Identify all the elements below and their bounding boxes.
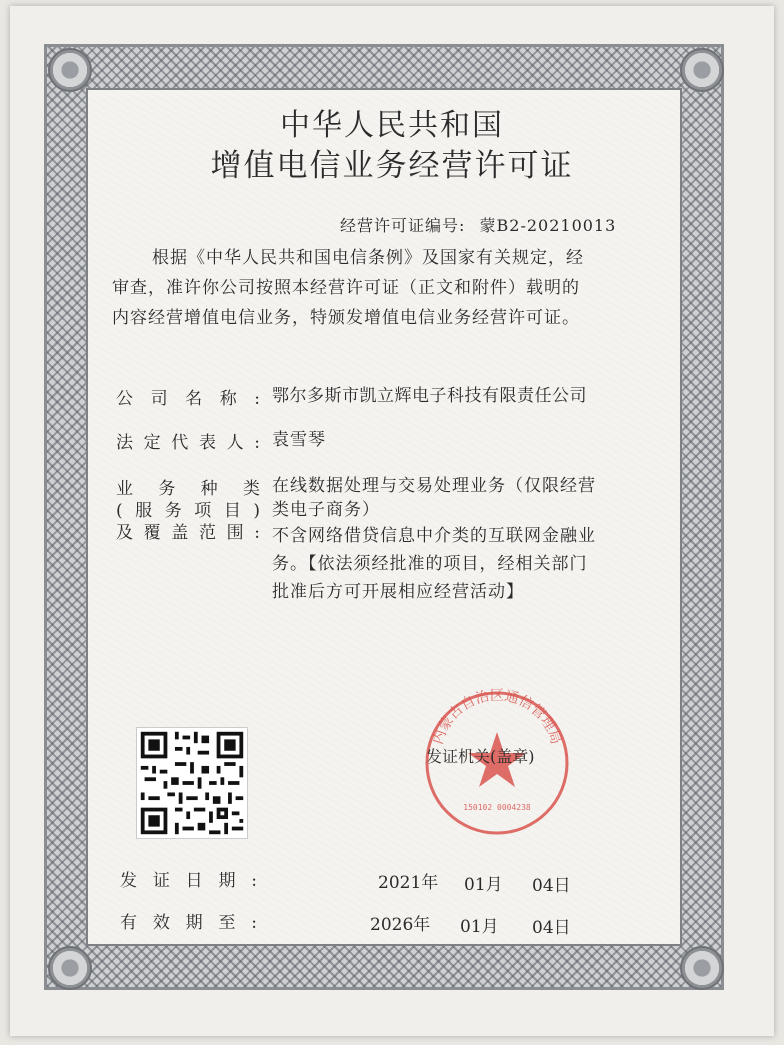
corner-ornament-icon <box>680 48 724 92</box>
scope-label-2: (服务项目) <box>116 501 261 521</box>
issue-day: 04日 <box>532 876 571 896</box>
intro-line-3: 内容经营增值电信业务，特颁发增值电信业务经营许可证。 <box>112 308 580 328</box>
issue-year: 2021年 <box>378 873 439 893</box>
issue-month: 01月 <box>464 875 503 895</box>
legal-rep-value: 袁雪琴 <box>272 430 326 450</box>
title-line-2: 增值电信业务经营许可证 <box>210 148 574 184</box>
valid-month: 01月 <box>460 917 499 937</box>
scope-value-4: 务。【依法须经批准的项目，经相关部门 <box>272 554 588 574</box>
title-line-1: 中华人民共和国 <box>280 108 504 143</box>
issuing-authority-caption: 发证机关(盖章) <box>426 747 535 766</box>
corner-ornament-icon <box>48 48 92 92</box>
corner-ornament-icon <box>680 946 724 990</box>
scope-label-1: 业务种类 <box>116 479 261 499</box>
corner-ornament-icon <box>48 946 92 990</box>
license-number-label: 经营许可证编号: <box>340 216 466 235</box>
scope-value-2: 类电子商务） <box>272 500 380 520</box>
scope-value-1: 在线数据处理与交易处理业务（仅限经营 <box>272 476 596 496</box>
scope-value-5: 批准后方可开展相应经营活动】 <box>272 582 524 602</box>
license-number-value: 蒙B2-20210013 <box>479 216 617 235</box>
scope-label-3: 及覆盖范围: <box>116 523 261 543</box>
intro-line-1: 根据《中华人民共和国电信条例》及国家有关规定，经 <box>152 248 584 268</box>
intro-line-2: 审查，准许你公司按照本经营许可证（正文和附件）载明的 <box>112 278 580 298</box>
company-name-label: 公司名称: <box>116 389 261 409</box>
company-name-value: 鄂尔多斯市凯立辉电子科技有限责任公司 <box>272 386 587 406</box>
valid-day: 04日 <box>532 918 571 938</box>
valid-year: 2026年 <box>370 915 431 935</box>
issue-date-label: 发证日期: <box>120 871 258 891</box>
seal-ring-text: 内蒙古自治区通信管理局 <box>430 688 564 747</box>
legal-rep-label: 法定代表人: <box>116 433 261 453</box>
qr-code-icon[interactable] <box>136 727 248 839</box>
license-number <box>340 213 616 236</box>
scope-value-3: 不含网络借贷信息中介类的互联网金融业 <box>272 526 596 546</box>
seal-serial: 150102 0004238 <box>463 803 531 812</box>
valid-until-label: 有效期至: <box>120 913 258 933</box>
